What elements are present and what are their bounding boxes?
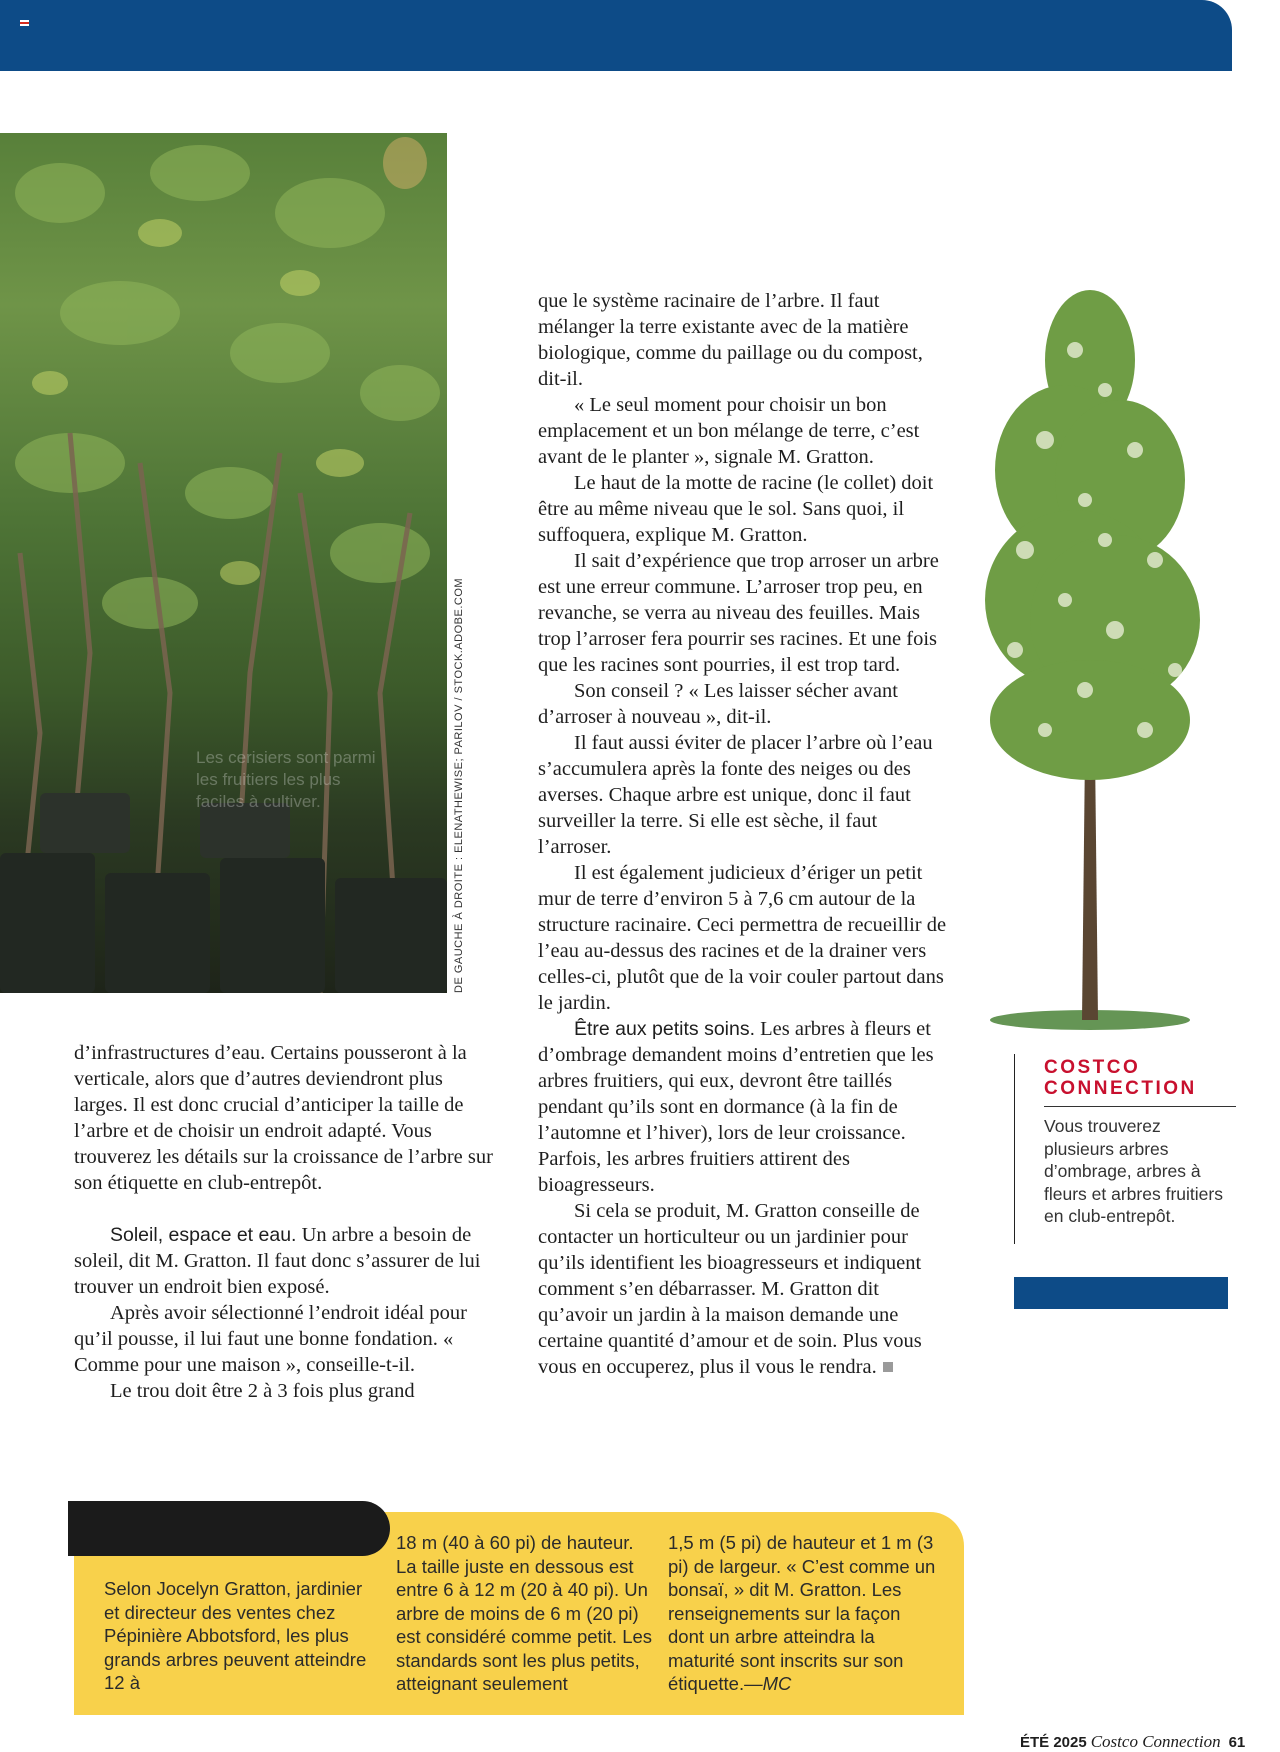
paragraph: Il sait d’expérience que trop arroser un arbre est une erreur commune. L’arroser trop peu, en revanche, se verra au niveau des feuilles. Mais trop l’arroser fera pourrir ses racines. Et une fois que les racines sont pourries, il est trop tard. [538, 550, 939, 676]
subheading: Être aux petits soins. [574, 1018, 756, 1040]
magazine-name: Costco Connection [1090, 1732, 1221, 1751]
paragraph: Soleil, espace et eau. Un arbre a besoin de soleil, dit M. Gratton. Il faut donc s’assurer de lui trouver un endroit bien exposé. [74, 1224, 481, 1298]
costco-connection-label: COSTCO CONNECTION [1044, 1057, 1197, 1099]
info-box-column: 1,5 m (5 pi) de hauteur et 1 m (3 pi) de largeur. « C’est comme un bonsaï, » dit M. Gratton. Les renseignements sur la façon dont un arbre atteindra la maturité sont inscrits sur son étiquette.—MC [668, 1532, 936, 1694]
page-number: 61 [1228, 1734, 1246, 1751]
flowering-tree-illustration [955, 270, 1225, 1030]
article-column-left [74, 1040, 494, 1404]
potted-trees-photo [0, 133, 447, 993]
issue-season: ÉTÉ 2025 [1020, 1734, 1087, 1751]
info-box-column: Selon Jocelyn Gratton, jardinier et directeur des ventes chez Pépinière Abbotsford, les plus grands arbres peuvent atteindre 12 à [104, 1578, 367, 1693]
paragraph: Il est également judicieux d’ériger un petit mur de terre d’environ 5 à 7,6 cm autour de la structure racinaire. Ceci permettra de recueillir de l’eau au-dessus des racines et de la drainer vers celles-ci, plutôt que de la voir couler partout dans le jardin. [538, 862, 947, 1014]
paragraph: d’infrastructures d’eau. Certains pousseront à la verticale, alors que d’autres deviendront plus larges. Il est donc crucial d’anticiper la taille de l’arbre et de choisir un endroit adapté. Vous trouverez les détails sur la croissance de l’arbre sur son étiquette en club-entrepôt. [74, 1042, 493, 1194]
potted-trees-illustration [0, 133, 447, 993]
info-box-header-bar [68, 1501, 390, 1556]
divider [1044, 1106, 1236, 1107]
header-banner [0, 0, 1232, 71]
photo-caption: Les cerisiers sont parmi les fruitiers les plus faciles à cultiver. [196, 748, 376, 811]
photo-credit: DE GAUCHE À DROITE : ELENATHEWISE; PARILOV / STOCK.ADOBE.COM [453, 577, 465, 993]
sidebar-accent-bar [1014, 1277, 1228, 1309]
paragraph: « Le seul moment pour choisir un bon emplacement et un bon mélange de terre, c’est avant de le planter », signale M. Gratton. [538, 394, 920, 468]
paragraph: Le trou doit être 2 à 3 fois plus grand [110, 1380, 415, 1402]
paragraph: Être aux petits soins. Les arbres à fleurs et d’ombrage demandent moins d’entretien que les arbres fruitiers, qui eux, devront être taillés pendant qu’ils sont en dormance (à la fin de l’automne et l’hiver), lors de leur croissance. Parfois, les arbres fruitiers attirent des bioagresseurs. [538, 1018, 934, 1196]
subheading: Soleil, espace et eau. [110, 1224, 297, 1246]
end-mark-icon [883, 1362, 893, 1372]
language-flag-icon [20, 20, 29, 26]
author-signature: —MC [744, 1673, 792, 1694]
paragraph: que le système racinaire de l’arbre. Il faut mélanger la terre existante avec de la matière biologique, comme du paillage ou du compost, dit-il. [538, 290, 923, 390]
page-footer [1020, 1732, 1280, 1752]
flowering-tree-photo [955, 270, 1225, 1030]
sidebar-text: Vous trouverez plusieurs arbres d’ombrage, arbres à fleurs et arbres fruitiers en club-entrepôt. [1044, 1116, 1223, 1226]
article-column-middle [538, 288, 948, 1380]
paragraph: Le haut de la motte de racine (le collet) doit être au même niveau que le sol. Sans quoi, il suffoquera, explique M. Gratton. [538, 472, 934, 546]
paragraph: Après avoir sélectionné l’endroit idéal pour qu’il pousse, il lui faut une bonne fondation. « Comme pour une maison », conseille-t-il. [74, 1302, 467, 1376]
paragraph: Si cela se produit, M. Gratton conseille de contacter un horticulteur ou un jardinier pour qu’ils identifient les bioagresseurs et indiquent comment s’en débarrasser. M. Gratton dit qu’avoir un jardin à la maison demande une certaine quantité d’amour et de soin. Plus vous vous en occuperez, plus il vous le rendra. [538, 1200, 922, 1378]
paragraph: Son conseil ? « Les laisser sécher avant d’arroser à nouveau », dit-il. [538, 680, 898, 728]
paragraph: Il faut aussi éviter de placer l’arbre où l’eau s’accumulera après la fonte des neiges ou des averses. Chaque arbre est unique, donc il faut surveiller la terre. Si elle est sèche, il faut l’arroser. [538, 732, 933, 858]
info-box-column: 18 m (40 à 60 pi) de hauteur. La taille juste en dessous est entre 6 à 12 m (20 à 40 pi). Un arbre de moins de 6 m (20 pi) est considéré comme petit. Les standards sont les plus petits, atteignant seulement [396, 1532, 653, 1694]
